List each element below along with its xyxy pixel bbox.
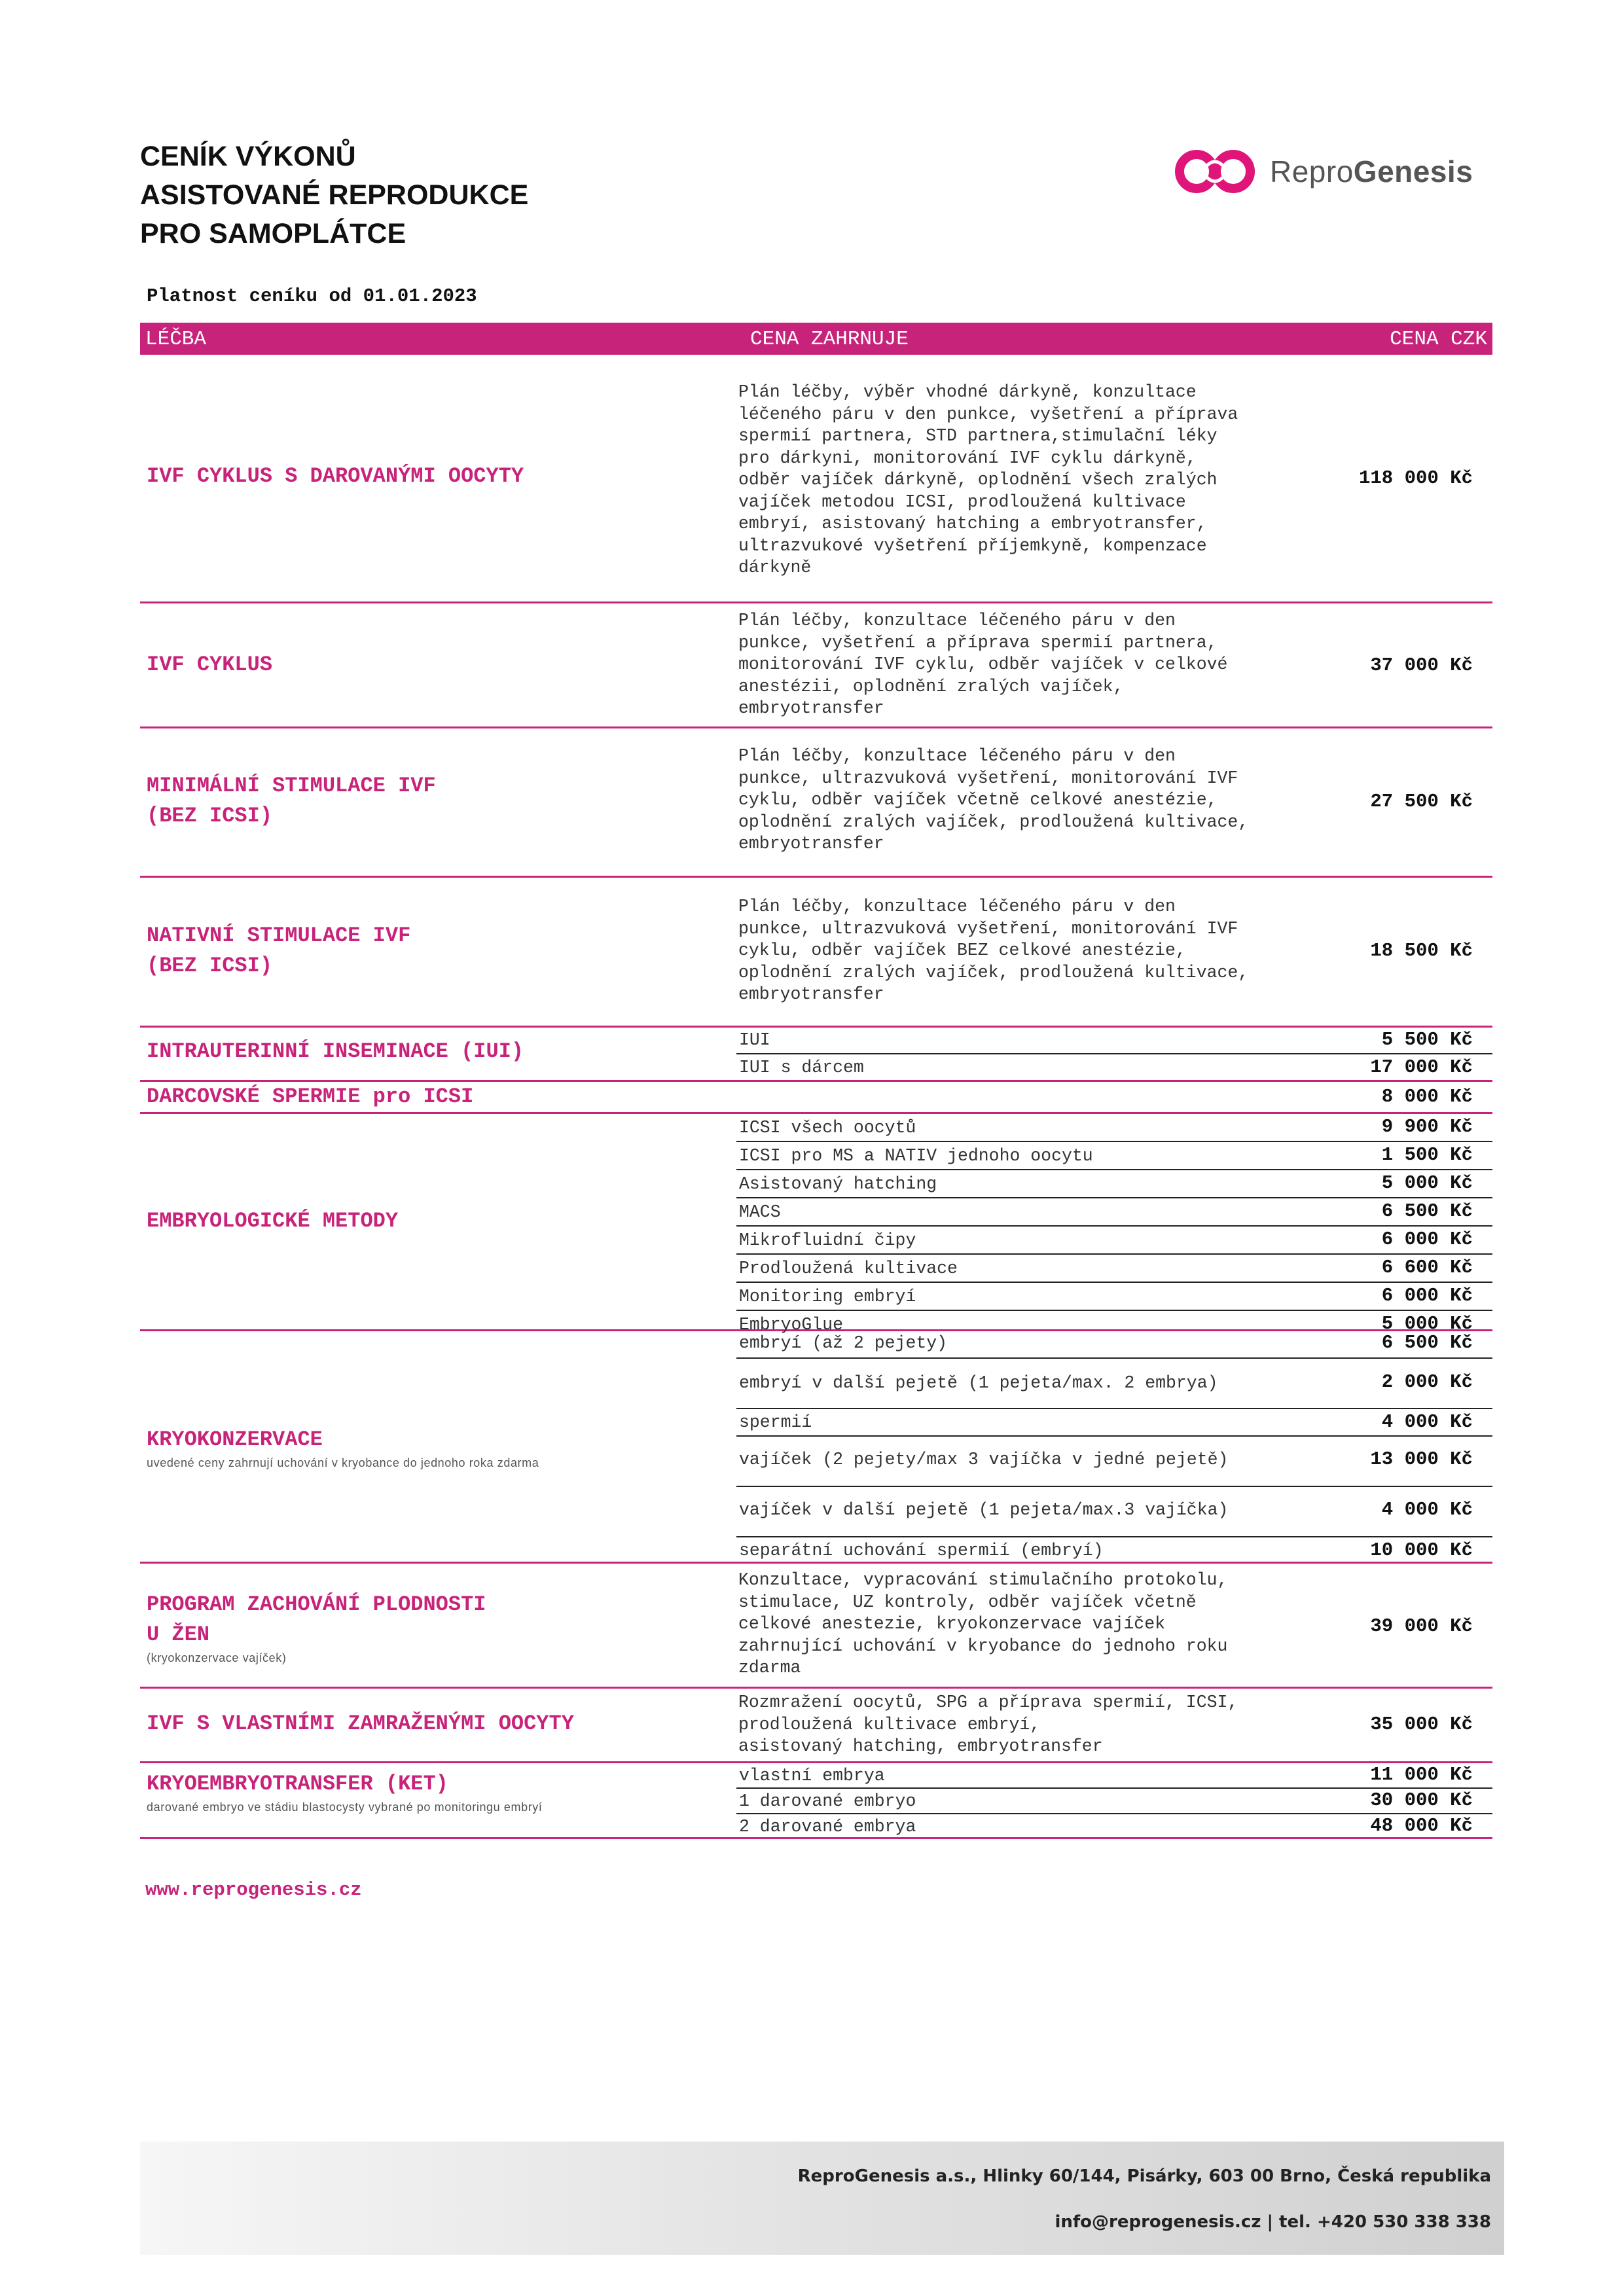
item-price: 6 000 Kč (1381, 1285, 1473, 1306)
treatment-name: NATIVNÍ STIMULACE IVF (BEZ ICSI) (147, 924, 411, 978)
item-label: Prodloužená kultivace (739, 1259, 958, 1278)
item-label: ICSI pro MS a NATIV jednoho oocytu (739, 1146, 1093, 1166)
item-price: 4 000 Kč (1381, 1411, 1473, 1433)
table-row (140, 1028, 1492, 1082)
table-row (140, 1082, 1492, 1114)
header-treatment: LÉČBA (145, 328, 207, 351)
item-price: 5 000 Kč (1381, 1172, 1473, 1194)
item-label: embryí (až 2 pejety) (739, 1333, 948, 1353)
treatment-description: Konzultace, vypracování stimulačního protokolu, stimulace, UZ kontroly, odběr vajíček včetně celkové anestezie, kryokonzervace vajíček zahrnující uchování v kryobance do jednoho roku zdarma (738, 1570, 1228, 1677)
item-price: 5 500 Kč (1381, 1029, 1473, 1050)
item-price: 13 000 Kč (1370, 1448, 1473, 1470)
table-row (140, 1689, 1492, 1763)
treatment-name: MINIMÁLNÍ STIMULACE IVF (BEZ ICSI) (147, 774, 436, 828)
list-item (736, 1487, 1492, 1537)
treatment-name: INTRAUTERINNÍ INSEMINACE (IUI) (147, 1039, 524, 1064)
item-label: EmbryoGlue (739, 1315, 844, 1335)
table-row (140, 1763, 1492, 1839)
item-price: 9 900 Kč (1381, 1116, 1473, 1138)
price-table (140, 355, 1492, 1839)
infinity-logo-icon (1172, 147, 1258, 196)
list-item (736, 1331, 1492, 1359)
company-logo (1172, 145, 1473, 198)
treatment-description: Plán léčby, konzultace léčeného páru v den punkce, ultrazvuková vyšetření, monitorování IVF cyklu, odběr vajíček včetně celkové anestézie, oplodnění zralých vajíček, prodloužená kultivace, embryotransfer (738, 746, 1249, 853)
title-line-1: CENÍK VÝKONŮ (140, 141, 356, 172)
treatment-price: 8 000 Kč (1381, 1086, 1473, 1107)
footer (140, 2142, 1504, 2255)
item-label: Asistovaný hatching (739, 1174, 937, 1194)
treatment-description: Plán léčby, výběr vhodné dárkyně, konzultace léčeného páru v den punkce, vyšetření a příprava spermií partnera, STD partnera,stimulační léky pro dárkyni, monitorování IVF cyklu dárkyně, odběr vajíček dárkyně, oplodnění všech zralých vajíček metodou ICSI, prodloužená kultivace embryí, asistovaný hatching a embryotransfer, ultrazvukové vyšetření příjemkyně, kompenzace dárkyně (738, 382, 1238, 577)
item-label: 1 darované embryo (739, 1791, 916, 1811)
list-item (736, 1359, 1492, 1409)
list-item (736, 1763, 1492, 1789)
item-label: Mikrofluidní čipy (739, 1230, 916, 1250)
page-title (140, 137, 528, 253)
item-price: 6 500 Kč (1381, 1200, 1473, 1222)
item-label: embryí v další pejetě (1 pejeta/max. 2 embrya) (739, 1373, 1218, 1393)
treatment-price: 118 000 Kč (1358, 467, 1473, 489)
treatment-name: IVF CYKLUS S DAROVANÝMI OOCYTY (147, 464, 524, 488)
title-line-3: PRO SAMOPLÁTCE (140, 218, 406, 249)
list-item (736, 1054, 1492, 1079)
item-price: 1 500 Kč (1381, 1144, 1473, 1166)
item-label: vajíček (2 pejety/max 3 vajíčka v jedné pejetě) (739, 1450, 1229, 1469)
item-price: 11 000 Kč (1370, 1764, 1473, 1785)
header-price: CENA CZK (1390, 328, 1487, 351)
table-row (140, 1114, 1492, 1335)
sub-items (736, 1114, 1492, 1337)
footer-address: ReproGenesis a.s., Hlinky 60/144, Pisárky, 603 00 Brno, Česká republika (797, 2166, 1491, 2186)
list-item (736, 1198, 1492, 1227)
item-price: 10 000 Kč (1370, 1539, 1473, 1561)
list-item (736, 1814, 1492, 1838)
treatment-note: uvedené ceny zahrnují uchování v kryobance do jednoho roka zdarma (147, 1456, 539, 1469)
treatment-name: PROGRAM ZACHOVÁNÍ PLODNOSTI U ŽEN (kryokonzervace vajíček) (147, 1592, 486, 1664)
sub-items (736, 1331, 1492, 1564)
list-item (736, 1142, 1492, 1170)
treatment-description: Plán léčby, konzultace léčeného páru v den punkce, ultrazvuková vyšetření, monitorování IVF cyklu, odběr vajíček BEZ celkové anestézie, oplodnění zralých vajíček, prodloužená kultivace, embryotransfer (738, 897, 1249, 1004)
table-header (140, 323, 1492, 355)
item-price: 30 000 Kč (1370, 1789, 1473, 1811)
item-price: 17 000 Kč (1370, 1056, 1473, 1078)
treatment-description: Rozmražení oocytů, SPG a příprava spermií, ICSI, prodloužená kultivace embryí, asistovaný hatching, embryotransfer (738, 1693, 1238, 1756)
footer-contact: info@reprogenesis.cz | tel. +420 530 338 338 (1055, 2212, 1491, 2232)
price-list-validity: Platnost ceníku od 01.01.2023 (147, 285, 477, 307)
item-label: spermií (739, 1412, 812, 1432)
table-row (140, 1564, 1492, 1689)
list-item (736, 1028, 1492, 1054)
sub-items (736, 1763, 1492, 1838)
item-label: MACS (739, 1202, 781, 1222)
treatment-name: IVF CYKLUS (147, 653, 273, 677)
logo-text: ReproGenesis (1270, 154, 1473, 188)
table-row (140, 1331, 1492, 1564)
treatment-name: KRYOEMBRYOTRANSFER (KET) darované embryo ve stádiu blastocysty vybrané po monitoringu embryí (147, 1772, 543, 1814)
treatment-price: 35 000 Kč (1370, 1713, 1473, 1735)
item-price: 6 500 Kč (1381, 1332, 1473, 1354)
item-label: Monitoring embryí (739, 1287, 916, 1306)
list-item (736, 1409, 1492, 1437)
list-item (736, 1170, 1492, 1198)
treatment-name: IVF S VLASTNÍMI ZAMRAŽENÝMI OOCYTY (147, 1712, 574, 1736)
treatment-name: DARCOVSKÉ SPERMIE pro ICSI (147, 1085, 474, 1109)
treatment-price: 27 500 Kč (1370, 791, 1473, 812)
item-label: vajíček v další pejetě (1 pejeta/max.3 vajíčka) (739, 1500, 1229, 1520)
list-item (736, 1227, 1492, 1255)
item-label: 2 darované embrya (739, 1817, 916, 1837)
treatment-price: 39 000 Kč (1370, 1615, 1473, 1637)
item-price: 6 600 Kč (1381, 1257, 1473, 1278)
item-price: 5 000 Kč (1381, 1313, 1473, 1335)
table-row (140, 355, 1492, 603)
item-label: vlastní embrya (739, 1766, 885, 1785)
list-item (736, 1437, 1492, 1487)
item-price: 2 000 Kč (1381, 1371, 1473, 1393)
item-label: separátní uchování spermií (embryí) (739, 1541, 1104, 1560)
item-label: IUI s dárcem (739, 1058, 864, 1077)
list-item (736, 1255, 1492, 1283)
item-label: IUI (739, 1030, 770, 1050)
sub-items (736, 1028, 1492, 1079)
list-item (736, 1537, 1492, 1564)
treatment-note: darované embryo ve stádiu blastocysty vybrané po monitoringu embryí (147, 1801, 543, 1814)
treatment-name: EMBRYOLOGICKÉ METODY (147, 1209, 399, 1233)
treatment-name: KRYOKONZERVACE uvedené ceny zahrnují uchování v kryobance do jednoho roka zdarma (147, 1427, 539, 1469)
list-item (736, 1789, 1492, 1814)
table-row (140, 728, 1492, 878)
list-item (736, 1114, 1492, 1142)
item-price: 4 000 Kč (1381, 1499, 1473, 1520)
title-line-2: ASISTOVANÉ REPRODUKCE (140, 179, 529, 211)
item-price: 6 000 Kč (1381, 1229, 1473, 1250)
list-item (736, 1283, 1492, 1311)
table-row (140, 878, 1492, 1028)
header-includes: CENA ZAHRNUJE (750, 328, 909, 351)
treatment-note: (kryokonzervace vajíček) (147, 1651, 287, 1664)
website-link[interactable]: www.reprogenesis.cz (145, 1879, 362, 1901)
treatment-price: 18 500 Kč (1370, 940, 1473, 961)
table-row (140, 603, 1492, 728)
treatment-price: 37 000 Kč (1370, 655, 1473, 676)
item-price: 48 000 Kč (1370, 1815, 1473, 1837)
treatment-description: Plán léčby, konzultace léčeného páru v den punkce, vyšetření a příprava spermií partnera, monitorování IVF cyklu, odběr vajíček v celkové anestézii, oplodnění zralých vajíček, embryotransfer (738, 611, 1228, 718)
item-label: ICSI všech oocytů (739, 1118, 916, 1138)
